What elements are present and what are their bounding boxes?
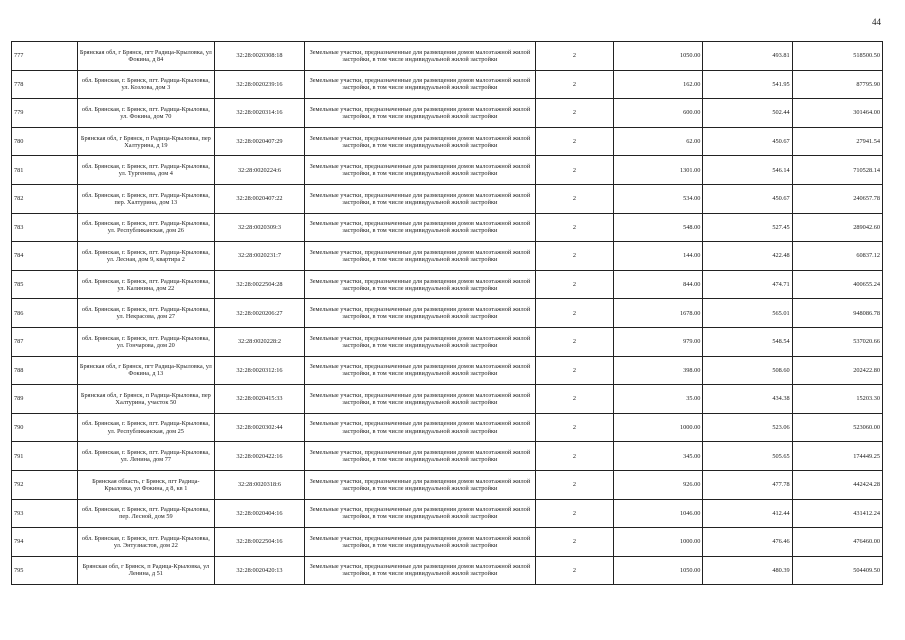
row-category: 2 (535, 70, 614, 99)
row-category: 2 (535, 470, 614, 499)
row-area: 1678.00 (614, 299, 703, 328)
table-row (12, 213, 883, 242)
row-cadastral-number: 32:28:0020420:13 (214, 556, 304, 585)
row-area: 398.00 (614, 356, 703, 385)
row-cadastral-value: 442424.28 (792, 470, 882, 499)
row-unit-price: 565.01 (703, 299, 792, 328)
row-category: 2 (535, 528, 614, 557)
row-cadastral-number: 32:28:0020302:44 (214, 413, 304, 442)
row-area: 534.00 (614, 184, 703, 213)
row-land-type: Земельные участки, предназначенные для размещения домов малоэтажной жилой застройки, в том числе индивидуальной жилой застройки (305, 184, 535, 213)
row-number: 782 (12, 184, 78, 213)
row-land-type: Земельные участки, предназначенные для размещения домов малоэтажной жилой застройки, в том числе индивидуальной жилой застройки (305, 385, 535, 414)
row-unit-price: 477.78 (703, 470, 792, 499)
table-row (12, 528, 883, 557)
row-number: 786 (12, 299, 78, 328)
row-land-type: Земельные участки, предназначенные для размещения домов малоэтажной жилой застройки, в том числе индивидуальной жилой застройки (305, 528, 535, 557)
row-cadastral-number: 32:28:0022504:16 (214, 528, 304, 557)
table-row (12, 99, 883, 128)
row-address: обл. Брянская, г. Брянск, пгт. Радица-Крыловка, ул. Калинина, дом 22 (77, 270, 214, 299)
row-unit-price: 480.39 (703, 556, 792, 585)
row-unit-price: 493.81 (703, 42, 792, 71)
row-cadastral-value: 504409.50 (792, 556, 882, 585)
row-area: 62.00 (614, 127, 703, 156)
row-cadastral-value: 710528.14 (792, 156, 882, 185)
row-cadastral-value: 431412.24 (792, 499, 882, 528)
row-address: Брянская обл, г Брянск, п Радица-Крыловка, ул Ленина, д 51 (77, 556, 214, 585)
row-cadastral-number: 32:28:0022504:28 (214, 270, 304, 299)
table-row (12, 556, 883, 585)
row-cadastral-number: 32:28:0020231:7 (214, 242, 304, 271)
row-number: 794 (12, 528, 78, 557)
row-unit-price: 505.65 (703, 442, 792, 471)
row-category: 2 (535, 356, 614, 385)
row-land-type: Земельные участки, предназначенные для размещения домов малоэтажной жилой застройки, в том числе индивидуальной жилой застройки (305, 356, 535, 385)
row-area: 926.00 (614, 470, 703, 499)
row-unit-price: 412.44 (703, 499, 792, 528)
row-number: 789 (12, 385, 78, 414)
row-land-type: Земельные участки, предназначенные для размещения домов малоэтажной жилой застройки, в том числе индивидуальной жилой застройки (305, 70, 535, 99)
land-registry-table (11, 41, 883, 585)
row-land-type: Земельные участки, предназначенные для размещения домов малоэтажной жилой застройки, в том числе индивидуальной жилой застройки (305, 470, 535, 499)
row-number: 779 (12, 99, 78, 128)
row-cadastral-number: 32:28:0020228:2 (214, 327, 304, 356)
row-address: обл. Брянская, г. Брянск, пгт. Радица-Крыловка, ул. Республиканская, дом 25 (77, 413, 214, 442)
row-land-type: Земельные участки, предназначенные для размещения домов малоэтажной жилой застройки, в том числе индивидуальной жилой застройки (305, 442, 535, 471)
table-row (12, 356, 883, 385)
table-row (12, 442, 883, 471)
table-row (12, 242, 883, 271)
row-cadastral-value: 289042.60 (792, 213, 882, 242)
registry-body (12, 42, 883, 585)
row-unit-price: 422.48 (703, 242, 792, 271)
row-cadastral-value: 87795.90 (792, 70, 882, 99)
row-land-type: Земельные участки, предназначенные для размещения домов малоэтажной жилой застройки, в том числе индивидуальной жилой застройки (305, 556, 535, 585)
row-area: 844.00 (614, 270, 703, 299)
row-cadastral-value: 174449.25 (792, 442, 882, 471)
row-land-type: Земельные участки, предназначенные для размещения домов малоэтажной жилой застройки, в том числе индивидуальной жилой застройки (305, 270, 535, 299)
table-row (12, 127, 883, 156)
row-area: 162.00 (614, 70, 703, 99)
row-cadastral-number: 32:28:0020312:16 (214, 356, 304, 385)
row-area: 1000.00 (614, 528, 703, 557)
row-address: обл. Брянская, г. Брянск, пгт. Радица-Крыловка, пер. Халтурина, дом 13 (77, 184, 214, 213)
row-category: 2 (535, 499, 614, 528)
row-cadastral-value: 948086.78 (792, 299, 882, 328)
table-row (12, 299, 883, 328)
row-area: 144.00 (614, 242, 703, 271)
row-area: 1046.00 (614, 499, 703, 528)
row-address: Брянская область, г Брянск, пгт Радица-Крыловка, ул Фокина, д 8, кв 1 (77, 470, 214, 499)
row-cadastral-number: 32:28:0020407:22 (214, 184, 304, 213)
row-number: 791 (12, 442, 78, 471)
row-land-type: Земельные участки, предназначенные для размещения домов малоэтажной жилой застройки, в том числе индивидуальной жилой застройки (305, 499, 535, 528)
row-address: обл. Брянская, г. Брянск, пгт. Радица-Крыловка, ул. Фокина, дом 70 (77, 99, 214, 128)
row-land-type: Земельные участки, предназначенные для размещения домов малоэтажной жилой застройки, в том числе индивидуальной жилой застройки (305, 127, 535, 156)
row-unit-price: 527.45 (703, 213, 792, 242)
table-row (12, 385, 883, 414)
row-number: 785 (12, 270, 78, 299)
table-row (12, 70, 883, 99)
row-unit-price: 541.95 (703, 70, 792, 99)
row-unit-price: 476.46 (703, 528, 792, 557)
table-row (12, 499, 883, 528)
row-area: 345.00 (614, 442, 703, 471)
row-cadastral-number: 32:28:0020224:6 (214, 156, 304, 185)
row-number: 777 (12, 42, 78, 71)
row-cadastral-number: 32:28:0020407:29 (214, 127, 304, 156)
row-address: Брянская обл, г Брянск, п Радица-Крыловка, пер Халтурина, д 19 (77, 127, 214, 156)
row-area: 1050.00 (614, 42, 703, 71)
row-address: Брянская обл, г Брянск, пгт Радица-Крыловка, ул Фокина, д 84 (77, 42, 214, 71)
row-land-type: Земельные участки, предназначенные для размещения домов малоэтажной жилой застройки, в том числе индивидуальной жилой застройки (305, 327, 535, 356)
row-category: 2 (535, 184, 614, 213)
row-category: 2 (535, 127, 614, 156)
row-cadastral-value: 27941.54 (792, 127, 882, 156)
table-row (12, 42, 883, 71)
row-address: обл. Брянская, г. Брянск, пгт. Радица-Крыловка, ул. Ленина, дом 77 (77, 442, 214, 471)
row-address: Брянская обл, г Брянск, пгт Радица-Крыловка, ул Фокина, д 13 (77, 356, 214, 385)
row-category: 2 (535, 327, 614, 356)
table-row (12, 156, 883, 185)
row-cadastral-value: 15203.30 (792, 385, 882, 414)
row-number: 783 (12, 213, 78, 242)
row-area: 979.00 (614, 327, 703, 356)
row-cadastral-number: 32:28:0020422:16 (214, 442, 304, 471)
row-category: 2 (535, 242, 614, 271)
row-category: 2 (535, 270, 614, 299)
row-cadastral-value: 202422.80 (792, 356, 882, 385)
row-unit-price: 434.38 (703, 385, 792, 414)
row-number: 795 (12, 556, 78, 585)
row-land-type: Земельные участки, предназначенные для размещения домов малоэтажной жилой застройки, в том числе индивидуальной жилой застройки (305, 299, 535, 328)
page-number: 44 (872, 17, 881, 27)
row-cadastral-number: 32:28:0020314:16 (214, 99, 304, 128)
row-category: 2 (535, 385, 614, 414)
row-address: обл. Брянская, г. Брянск, пгт. Радица-Крыловка, ул. Козлова, дом 3 (77, 70, 214, 99)
row-cadastral-number: 32:28:0020318:6 (214, 470, 304, 499)
row-area: 548.00 (614, 213, 703, 242)
row-cadastral-number: 32:28:0020415:33 (214, 385, 304, 414)
row-category: 2 (535, 556, 614, 585)
row-category: 2 (535, 213, 614, 242)
table-row (12, 270, 883, 299)
row-category: 2 (535, 413, 614, 442)
row-land-type: Земельные участки, предназначенные для размещения домов малоэтажной жилой застройки, в том числе индивидуальной жилой застройки (305, 213, 535, 242)
row-cadastral-value: 60837.12 (792, 242, 882, 271)
row-address: обл. Брянская, г. Брянск, пгт. Радица-Крыловка, ул. Тургенева, дом 4 (77, 156, 214, 185)
row-land-type: Земельные участки, предназначенные для размещения домов малоэтажной жилой застройки, в том числе индивидуальной жилой застройки (305, 156, 535, 185)
row-cadastral-value: 523060.00 (792, 413, 882, 442)
row-address: обл. Брянская, г. Брянск, пгт. Радица-Крыловка, ул. Энтузиастов, дом 22 (77, 528, 214, 557)
row-address: обл. Брянская, г. Брянск, пгт. Радица-Крыловка, ул. Некрасова, дом 27 (77, 299, 214, 328)
table-row (12, 184, 883, 213)
row-number: 792 (12, 470, 78, 499)
row-area: 1301.00 (614, 156, 703, 185)
row-cadastral-number: 32:28:0020309:3 (214, 213, 304, 242)
row-address: обл. Брянская, г. Брянск, пгт. Радица-Крыловка, ул. Лесная, дом 9, квартира 2 (77, 242, 214, 271)
row-area: 1050.00 (614, 556, 703, 585)
row-unit-price: 450.67 (703, 184, 792, 213)
row-unit-price: 502.44 (703, 99, 792, 128)
row-address: обл. Брянская, г. Брянск, пгт. Радица-Крыловка, ул. Гончарова, дом 20 (77, 327, 214, 356)
row-unit-price: 474.71 (703, 270, 792, 299)
row-land-type: Земельные участки, предназначенные для размещения домов малоэтажной жилой застройки, в том числе индивидуальной жилой застройки (305, 413, 535, 442)
row-area: 1000.00 (614, 413, 703, 442)
row-unit-price: 508.60 (703, 356, 792, 385)
row-cadastral-value: 537020.66 (792, 327, 882, 356)
row-unit-price: 450.67 (703, 127, 792, 156)
row-cadastral-value: 400655.24 (792, 270, 882, 299)
row-number: 780 (12, 127, 78, 156)
row-category: 2 (535, 299, 614, 328)
row-area: 600.00 (614, 99, 703, 128)
table-row (12, 327, 883, 356)
row-cadastral-number: 32:28:0020206:27 (214, 299, 304, 328)
row-unit-price: 548.54 (703, 327, 792, 356)
row-number: 790 (12, 413, 78, 442)
row-number: 781 (12, 156, 78, 185)
row-cadastral-number: 32:28:0020239:16 (214, 70, 304, 99)
row-address: Брянская обл, г Брянск, п Радица-Крыловка, пер Халтурина, участок 50 (77, 385, 214, 414)
row-unit-price: 546.14 (703, 156, 792, 185)
row-category: 2 (535, 42, 614, 71)
row-category: 2 (535, 156, 614, 185)
row-land-type: Земельные участки, предназначенные для размещения домов малоэтажной жилой застройки, в том числе индивидуальной жилой застройки (305, 42, 535, 71)
row-unit-price: 523.06 (703, 413, 792, 442)
row-land-type: Земельные участки, предназначенные для размещения домов малоэтажной жилой застройки, в том числе индивидуальной жилой застройки (305, 242, 535, 271)
row-number: 778 (12, 70, 78, 99)
row-number: 788 (12, 356, 78, 385)
row-land-type: Земельные участки, предназначенные для размещения домов малоэтажной жилой застройки, в том числе индивидуальной жилой застройки (305, 99, 535, 128)
row-address: обл. Брянская, г. Брянск, пгт. Радица-Крыловка, ул. Республиканская, дом 26 (77, 213, 214, 242)
row-number: 784 (12, 242, 78, 271)
row-number: 787 (12, 327, 78, 356)
row-cadastral-number: 32:28:0020308:18 (214, 42, 304, 71)
row-cadastral-value: 301464.00 (792, 99, 882, 128)
table-row (12, 470, 883, 499)
row-address: обл. Брянская, г. Брянск, пгт. Радица-Крыловка, пер. Лесной, дом 59 (77, 499, 214, 528)
row-category: 2 (535, 99, 614, 128)
row-cadastral-number: 32:28:0020404:16 (214, 499, 304, 528)
row-cadastral-value: 476460.00 (792, 528, 882, 557)
row-cadastral-value: 240657.78 (792, 184, 882, 213)
row-category: 2 (535, 442, 614, 471)
row-number: 793 (12, 499, 78, 528)
row-cadastral-value: 518500.50 (792, 42, 882, 71)
row-area: 35.00 (614, 385, 703, 414)
table-row (12, 413, 883, 442)
